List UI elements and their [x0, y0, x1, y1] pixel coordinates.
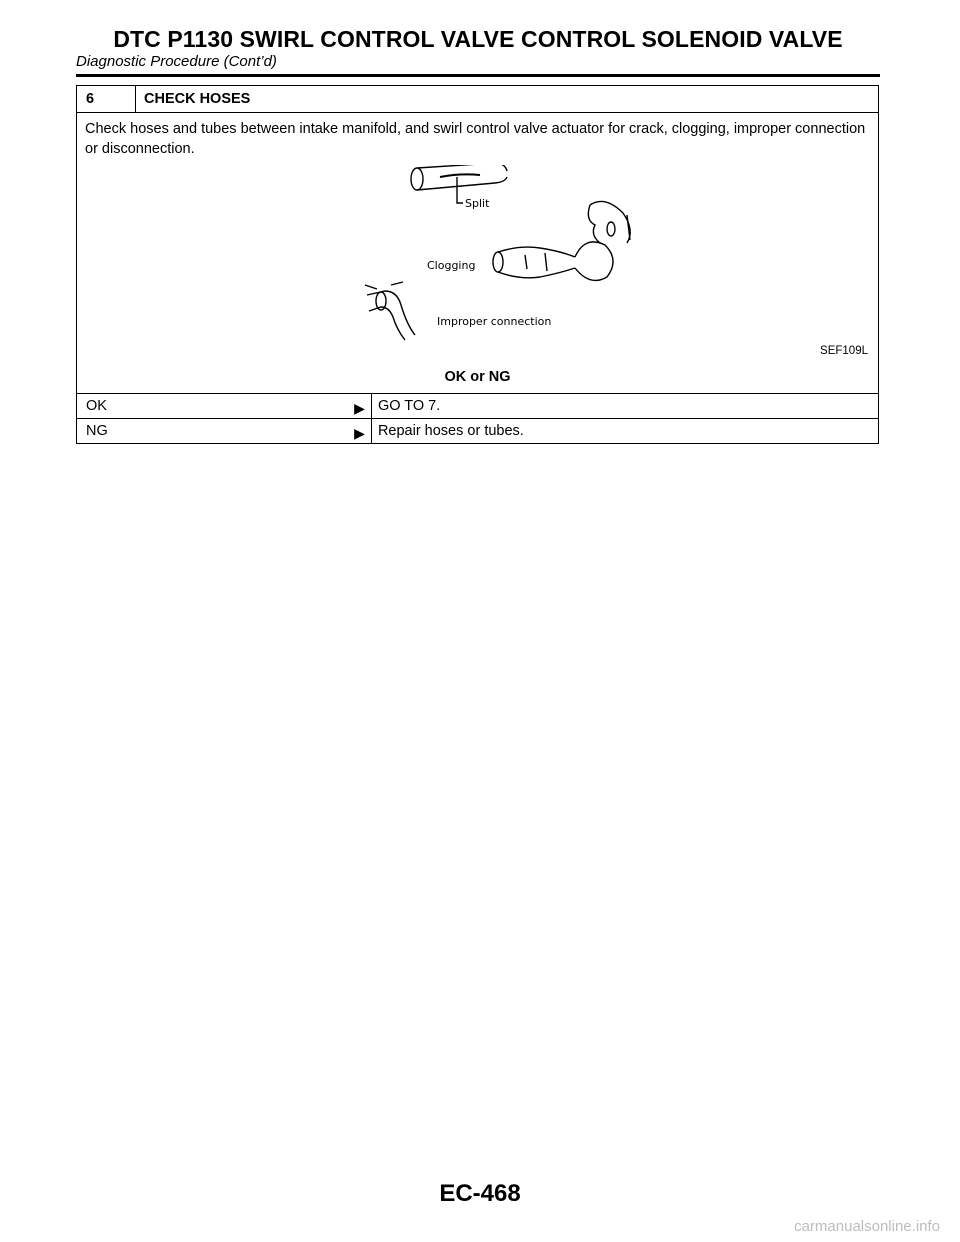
page-subtitle: Diagnostic Procedure (Cont’d) — [76, 53, 277, 70]
step-body-row — [77, 113, 879, 394]
result-row-ng — [77, 419, 879, 444]
page-title: DTC P1130 SWIRL CONTROL VALVE CONTROL SOLENOID VALVE — [113, 26, 843, 52]
figure-code: SEF109L — [820, 345, 868, 357]
split-hose-drawing — [411, 165, 507, 203]
result-ok-action: GO TO 7. — [371, 394, 878, 419]
result-ng-cell — [77, 419, 372, 444]
step-body — [77, 113, 879, 394]
step-number: 6 — [77, 86, 136, 113]
split-label: Split — [465, 197, 490, 210]
result-ng-action: Repair hoses or tubes. — [371, 419, 878, 444]
hose-check-figure — [85, 165, 870, 363]
improper-connection-label: Improper connection — [437, 315, 552, 328]
step-header-row — [77, 86, 879, 113]
result-ok-label: OK — [86, 398, 107, 414]
arrow-right-icon: ▶ — [354, 400, 365, 416]
arrow-right-icon: ▶ — [354, 425, 365, 441]
page-number: EC-468 — [439, 1180, 521, 1207]
result-ng-label: NG — [86, 423, 108, 439]
step-instruction: Check hoses and tubes between intake manifold, and swirl control valve actuator for crack, clogging, improper connection or disconnection. — [85, 121, 866, 157]
clogging-hose-drawing — [493, 201, 630, 280]
watermark: carmanualsonline.info — [794, 1218, 940, 1235]
result-row-ok — [77, 394, 879, 419]
step-title: CHECK HOSES — [136, 86, 879, 113]
result-ok-cell — [77, 394, 372, 419]
improper-connection-drawing — [365, 282, 415, 340]
ok-ng-question: OK or NG — [444, 369, 511, 385]
page-header — [76, 26, 880, 77]
procedure-table — [76, 85, 879, 444]
header-rule — [76, 74, 880, 77]
clogging-label: Clogging — [427, 259, 476, 272]
hose-illustration — [345, 165, 645, 355]
